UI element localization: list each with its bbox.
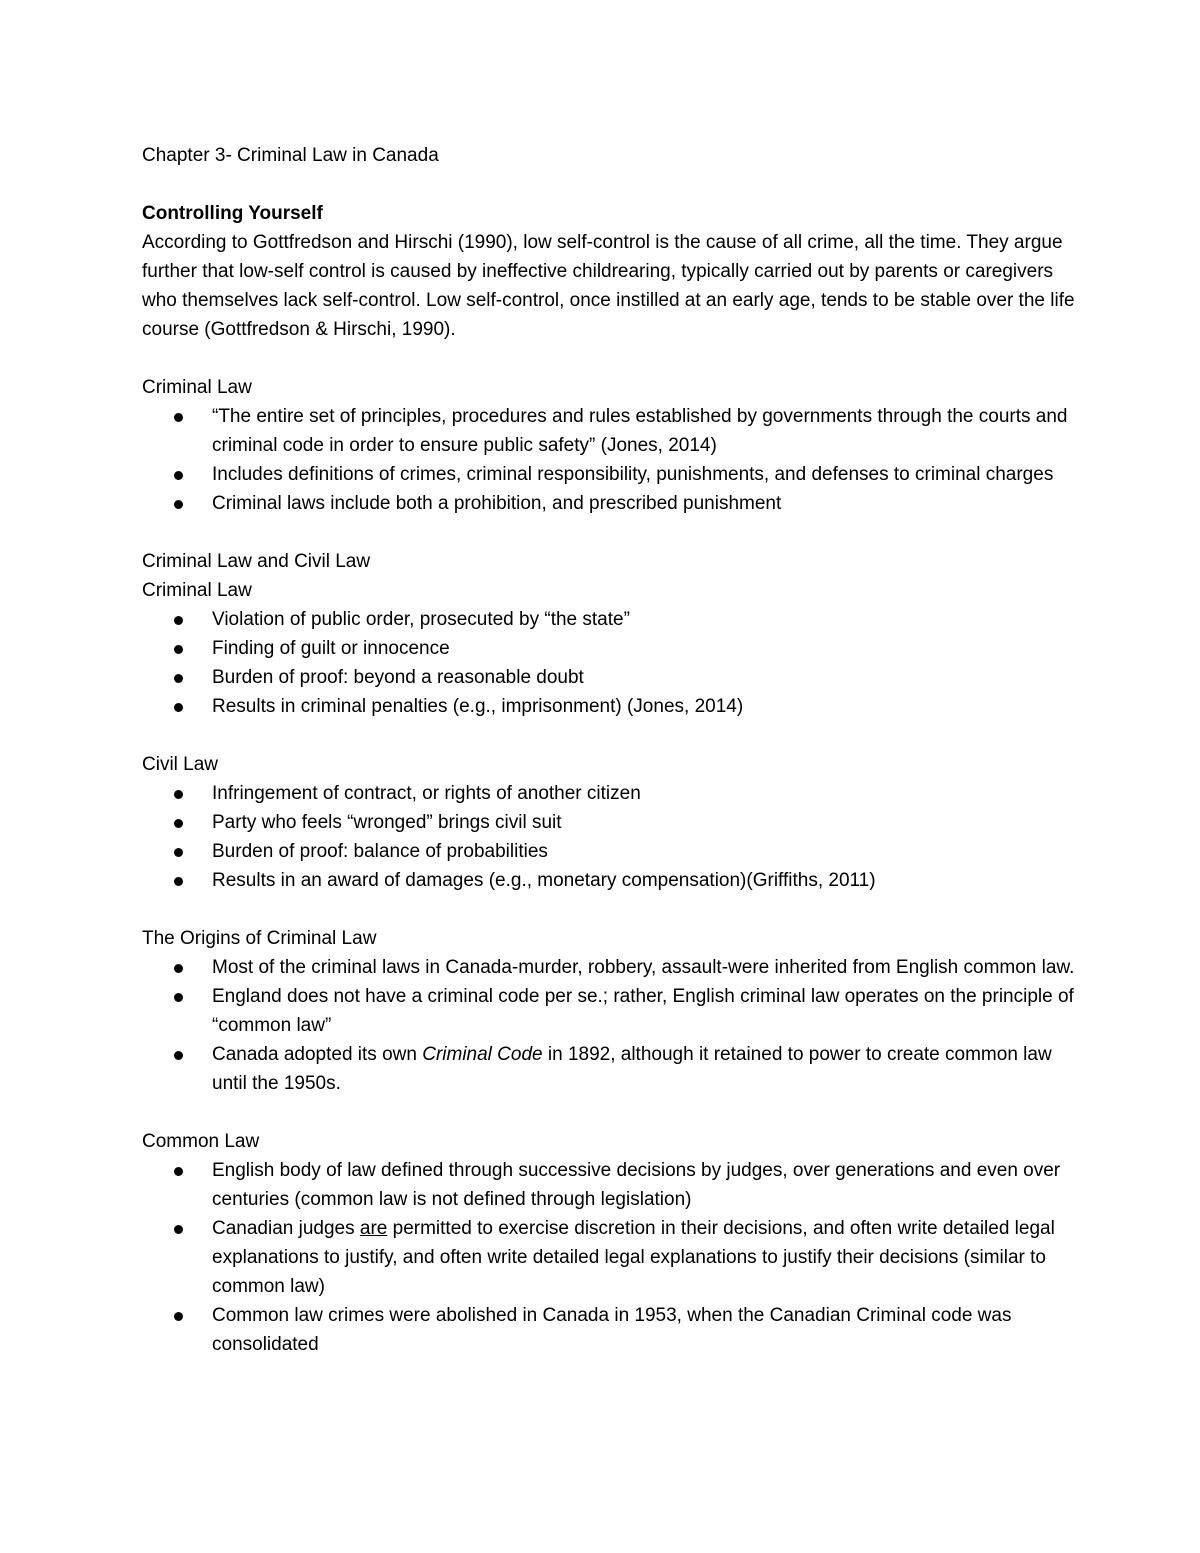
subheading-criminal-law: Criminal Law: [142, 580, 252, 601]
bullet-icon: [174, 1051, 183, 1060]
text-fragment: permitted to exercise discretion in their decisions, and often write detailed legal explanations to justify, and often write detailed legal explanations to justify their decisions (similar to common law): [212, 1218, 1055, 1297]
list-item-text: Finding of guilt or innocence: [212, 638, 450, 659]
list-item: [142, 982, 1082, 1040]
list-item: [142, 1214, 1082, 1301]
list-item-text: [212, 1044, 1052, 1094]
underlined-word: are: [359, 1218, 388, 1239]
list-item: [142, 1156, 1082, 1214]
bullet-icon: [174, 413, 183, 422]
list-item: [142, 779, 1082, 808]
list-item-text: Burden of proof: beyond a reasonable doubt: [212, 667, 584, 688]
bullet-icon: [174, 1167, 183, 1176]
list-item-text: Burden of proof: balance of probabilities: [212, 841, 548, 862]
heading-origins-of-criminal-law: The Origins of Criminal Law: [142, 928, 377, 949]
list-item: [142, 663, 1082, 692]
list-item: [142, 460, 1082, 489]
criminal-code-italic: Criminal Code: [422, 1044, 543, 1065]
list-item-text: England does not have a criminal code per se.; rather, English criminal law operates on the principle of “common law”: [212, 986, 1074, 1036]
bullet-icon: [174, 993, 183, 1002]
bullet-icon: [174, 645, 183, 654]
list-item: [142, 605, 1082, 634]
bullet-icon: [174, 848, 183, 857]
bullet-icon: [174, 819, 183, 828]
list-item-text: “The entire set of principles, procedures and rules established by governments through the courts and criminal code in order to ensure public safety” (Jones, 2014): [212, 406, 1068, 456]
list-item: [142, 866, 1082, 895]
list-item-text: Includes definitions of crimes, criminal responsibility, punishments, and defenses to criminal charges: [212, 464, 1054, 485]
document-page: [142, 141, 1082, 1359]
list-item-text: Criminal laws include both a prohibition, and prescribed punishment: [212, 493, 782, 514]
bullet-icon: [174, 1312, 183, 1321]
text-fragment: Canadian judges: [212, 1218, 360, 1239]
bullet-icon: [174, 471, 183, 480]
list-item-text: Most of the criminal laws in Canada-murder, robbery, assault-were inherited from English common law.: [212, 957, 1075, 978]
document-title: Chapter 3- Criminal Law in Canada: [142, 145, 439, 166]
bullet-icon: [174, 1225, 183, 1234]
list-item-text: Infringement of contract, or rights of another citizen: [212, 783, 641, 804]
controlling-paragraph: According to Gottfredson and Hirschi (1990), low self-control is the cause of all crime, all the time. They argue further that low-self control is caused by ineffective childrearing, typically carried out by parents or caregivers who themselves lack self-control. Low self-control, once instilled at an early age, tends to be stable over the life course (Gottfredson & Hirschi, 1990).: [142, 232, 1075, 340]
list-item-text: Results in an award of damages (e.g., monetary compensation)(Griffiths, 2011): [212, 870, 876, 891]
bullet-icon: [174, 877, 183, 886]
text-fragment: in 1892, although it retained to power to create common law until the 1950s.: [212, 1044, 1052, 1094]
bullet-icon: [174, 790, 183, 799]
list-item: [142, 634, 1082, 663]
common-law-list: [142, 1156, 1082, 1359]
list-item-text: English body of law defined through successive decisions by judges, over generations and even over centuries (common law is not defined through legislation): [212, 1160, 1061, 1210]
text-fragment: Canada adopted its own: [212, 1044, 423, 1065]
list-item-text: Common law crimes were abolished in Canada in 1953, when the Canadian Criminal code was consolidated: [212, 1305, 1012, 1355]
list-item: [142, 837, 1082, 866]
list-item: [142, 402, 1082, 460]
criminal-law-list: [142, 402, 1082, 518]
comparison-criminal-list: [142, 605, 1082, 721]
list-item: [142, 1301, 1082, 1359]
list-item-text: Party who feels “wronged” brings civil suit: [212, 812, 562, 833]
civil-law-list: [142, 779, 1082, 895]
bullet-icon: [174, 964, 183, 973]
origins-list: [142, 953, 1082, 1098]
bullet-icon: [174, 616, 183, 625]
bullet-icon: [174, 500, 183, 509]
heading-controlling-yourself: Controlling Yourself: [142, 203, 323, 224]
heading-civil-law: Civil Law: [142, 754, 219, 775]
bullet-icon: [174, 703, 183, 712]
list-item-text: Violation of public order, prosecuted by “the state”: [212, 609, 630, 630]
heading-criminal-and-civil-law: Criminal Law and Civil Law: [142, 551, 371, 572]
heading-common-law: Common Law: [142, 1131, 260, 1152]
list-item-text: Results in criminal penalties (e.g., imprisonment) (Jones, 2014): [212, 696, 744, 717]
list-item: [142, 953, 1082, 982]
list-item: [142, 692, 1082, 721]
list-item: [142, 808, 1082, 837]
list-item: [142, 489, 1082, 518]
bullet-icon: [174, 674, 183, 683]
list-item-text: [212, 1218, 1055, 1297]
list-item: [142, 1040, 1082, 1098]
heading-criminal-law: Criminal Law: [142, 377, 252, 398]
